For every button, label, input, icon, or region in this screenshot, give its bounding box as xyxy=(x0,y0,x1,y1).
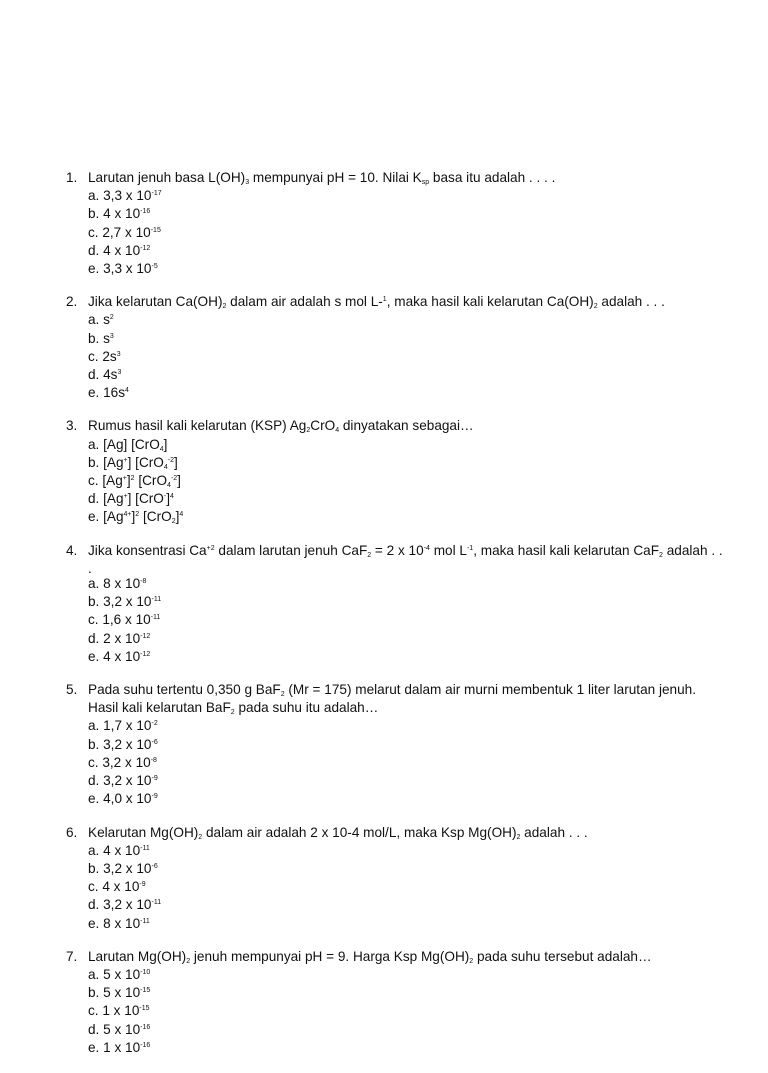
option-superscript: -8 xyxy=(150,756,157,764)
option-text: ] xyxy=(163,436,168,452)
stem-text: mol L xyxy=(429,542,467,558)
option-text: d. 2 x 10 xyxy=(88,630,141,646)
question-number: 1. xyxy=(66,170,78,185)
option-text: e. 16s xyxy=(88,385,126,401)
question-number: 3. xyxy=(66,418,78,434)
option-superscript: -10 xyxy=(140,968,151,976)
option-text: a. s xyxy=(88,312,110,328)
stem-subscript: 4 xyxy=(335,427,340,435)
option-superscript: -12 xyxy=(140,650,151,658)
answer-option xyxy=(88,1003,726,1021)
stem-superscript: -4 xyxy=(423,544,430,552)
answer-option xyxy=(88,612,726,630)
option-superscript: -2 xyxy=(151,720,158,728)
option-subscript: 2 xyxy=(171,518,176,526)
option-superscript: -11 xyxy=(151,596,162,604)
stem-text: adalah . . . xyxy=(88,542,723,576)
stem-subscript: 2 xyxy=(593,303,598,311)
question-stem xyxy=(88,170,726,188)
option-superscript: -15 xyxy=(150,226,161,234)
question-body xyxy=(88,949,726,1058)
stem-text: dinyatakan sebagai… xyxy=(339,418,474,434)
answer-option xyxy=(88,755,726,773)
option-superscript: 3 xyxy=(116,350,121,358)
option-superscript: -9 xyxy=(151,793,158,801)
answer-option xyxy=(88,491,726,509)
question-item xyxy=(66,294,726,403)
stem-text: CrO xyxy=(310,418,336,434)
answer-option xyxy=(88,1022,726,1040)
stem-subscript: sp xyxy=(421,179,430,186)
stem-text: adalah . . . xyxy=(597,294,665,310)
answer-option xyxy=(88,737,726,755)
option-text: b. 4 x 10 xyxy=(88,206,141,222)
question-item xyxy=(66,543,726,667)
stem-subscript: 2 xyxy=(659,551,663,559)
answer-option xyxy=(88,473,726,491)
stem-subscript: 2 xyxy=(367,551,372,559)
answer-option xyxy=(88,331,726,349)
option-text: ] [CrO xyxy=(127,454,164,470)
stem-text: Jika konsentrasi Ca xyxy=(88,542,207,558)
stem-text: , maka hasil kali kelarutan CaF xyxy=(473,542,660,558)
question-stem xyxy=(88,418,726,436)
stem-subscript: 2 xyxy=(469,957,474,965)
question-body xyxy=(88,170,726,279)
answer-option xyxy=(88,225,726,243)
option-superscript: -2 xyxy=(170,475,178,483)
option-superscript: + xyxy=(123,456,128,464)
question-number: 6. xyxy=(66,824,78,840)
answer-option xyxy=(88,509,726,527)
option-superscript: -15 xyxy=(139,1005,150,1013)
option-text: a. 8 x 10 xyxy=(88,576,141,592)
option-superscript: -11 xyxy=(140,844,150,852)
option-text: b. 3,2 x 10 xyxy=(88,860,152,876)
option-text: b. 5 x 10 xyxy=(88,985,141,1001)
answer-option xyxy=(88,243,726,261)
option-text: e. 3,3 x 10 xyxy=(88,261,152,277)
option-superscript: -17 xyxy=(151,190,162,198)
option-superscript: 3 xyxy=(117,369,122,377)
stem-subscript: 2 xyxy=(516,833,521,841)
option-superscript: + xyxy=(123,493,128,501)
question-body xyxy=(88,294,726,403)
option-text: b. 3,2 x 10 xyxy=(88,736,152,752)
option-superscript: -9 xyxy=(151,775,158,783)
question-body xyxy=(88,825,726,934)
option-text: a. [Ag] [CrO xyxy=(88,436,160,452)
question-stem xyxy=(88,949,726,967)
stem-text: Larutan jenuh basa L(OH) xyxy=(88,170,246,185)
stem-text: pada suhu tersebut adalah… xyxy=(473,948,652,964)
answer-option xyxy=(88,649,726,667)
stem-text: dalam air adalah s mol L- xyxy=(226,294,383,310)
option-text: c. 3,2 x 10 xyxy=(88,754,151,770)
stem-subscript: 2 xyxy=(306,427,311,435)
question-item xyxy=(66,418,726,527)
option-superscript: 4+ xyxy=(123,511,132,519)
question-number: 2. xyxy=(66,294,78,310)
option-text: ] xyxy=(126,473,131,489)
option-superscript: -5 xyxy=(151,263,158,271)
stem-subscript: 2 xyxy=(186,957,191,965)
stem-text: Larutan Mg(OH) xyxy=(88,948,187,964)
stem-text: (Mr = 175) melarut dalam air murni membentuk 1 liter larutan jenuh. Hasil kali kelarutan BaF xyxy=(88,682,697,716)
option-superscript: -8 xyxy=(140,578,147,586)
option-text: d. 3,2 x 10 xyxy=(88,897,152,913)
option-superscript: -16 xyxy=(140,1023,151,1031)
answer-option xyxy=(88,897,726,915)
option-superscript: 4 xyxy=(179,511,184,519)
question-stem xyxy=(88,825,726,843)
answer-option xyxy=(88,206,726,224)
question-number: 7. xyxy=(66,948,78,964)
answer-option xyxy=(88,261,726,279)
option-text: d. 4s xyxy=(88,367,118,383)
option-text: e. 1 x 10 xyxy=(88,1039,141,1055)
option-text: [CrO xyxy=(134,473,168,489)
option-text: d. 5 x 10 xyxy=(88,1021,141,1037)
question-item xyxy=(66,949,726,1058)
question-item xyxy=(66,170,726,279)
option-text: [CrO xyxy=(139,509,172,525)
option-superscript: + xyxy=(122,475,127,483)
option-text: a. 1,7 x 10 xyxy=(88,718,152,734)
option-text: c. 2,7 x 10 xyxy=(88,224,151,240)
option-superscript: -11 xyxy=(150,614,161,622)
option-superscript: -12 xyxy=(140,244,151,252)
question-body xyxy=(88,543,726,667)
stem-text: Rumus hasil kali kelarutan (KSP) Ag xyxy=(88,418,307,434)
answer-option xyxy=(88,631,726,649)
option-text: c. 1 x 10 xyxy=(88,1003,140,1019)
option-superscript: 2 xyxy=(135,511,140,519)
answer-option xyxy=(88,967,726,985)
option-superscript: -11 xyxy=(140,917,150,925)
stem-text: jenuh mempunyai pH = 9. Harga Ksp Mg(OH) xyxy=(190,948,470,964)
stem-text: dalam air adalah 2 x 10-4 mol/L, maka Ksp Mg(OH) xyxy=(202,824,517,840)
stem-subscript: 2 xyxy=(280,691,285,699)
stem-text: = 2 x 10 xyxy=(371,542,424,558)
option-text: b. s xyxy=(88,330,110,346)
question-item xyxy=(66,825,726,934)
option-subscript: 4 xyxy=(163,463,168,471)
stem-superscript: -1 xyxy=(466,544,474,552)
answer-option xyxy=(88,455,726,473)
option-superscript: -11 xyxy=(151,899,162,907)
stem-text: , maka hasil kali kelarutan Ca(OH) xyxy=(386,294,594,310)
stem-text: Jika kelarutan Ca(OH) xyxy=(88,294,223,310)
answer-option xyxy=(88,576,726,594)
option-text: ] xyxy=(166,491,170,507)
question-stem xyxy=(88,294,726,312)
option-superscript: -2 xyxy=(167,456,175,464)
question-item xyxy=(66,682,726,809)
option-text: e. 4,0 x 10 xyxy=(88,791,152,807)
answer-option xyxy=(88,916,726,934)
question-number: 4. xyxy=(66,542,78,558)
option-subscript: 4 xyxy=(167,482,171,490)
option-superscript: -9 xyxy=(139,881,146,889)
option-text: ] xyxy=(131,509,136,525)
answer-option xyxy=(88,791,726,809)
option-text: ] xyxy=(174,454,178,470)
option-text: a. 4 x 10 xyxy=(88,842,141,858)
stem-subscript: 2 xyxy=(222,303,227,311)
option-superscript: 2 xyxy=(130,475,135,483)
stem-subscript: 2 xyxy=(198,833,203,841)
option-text: ] xyxy=(177,473,181,489)
stem-text: adalah . . . xyxy=(520,824,588,840)
stem-superscript: 1 xyxy=(382,296,387,304)
stem-text: dalam larutan jenuh CaF xyxy=(214,542,368,558)
option-superscript: 4 xyxy=(125,387,129,395)
option-text: e. [Ag xyxy=(88,509,124,525)
option-superscript: -16 xyxy=(140,1041,151,1049)
answer-option xyxy=(88,879,726,897)
option-text: c. [Ag xyxy=(88,473,123,489)
answer-option xyxy=(88,437,726,455)
option-text: ] [CrO xyxy=(127,491,164,507)
option-text: a. 5 x 10 xyxy=(88,966,141,982)
option-superscript: -16 xyxy=(140,208,151,216)
option-text: e. 8 x 10 xyxy=(88,915,141,931)
option-superscript: -15 xyxy=(140,987,151,995)
option-text: c. 1,6 x 10 xyxy=(88,612,151,628)
stem-text: Kelarutan Mg(OH) xyxy=(88,824,199,840)
answer-option xyxy=(88,985,726,1003)
question-list xyxy=(66,170,726,1073)
option-text: d. 4 x 10 xyxy=(88,242,141,258)
stem-superscript: +2 xyxy=(206,544,215,552)
option-text: c. 4 x 10 xyxy=(88,879,140,895)
question-stem xyxy=(88,543,726,576)
stem-text: pada suhu itu adalah… xyxy=(234,700,379,716)
answer-option xyxy=(88,385,726,403)
answer-option xyxy=(88,1040,726,1058)
question-number: 5. xyxy=(66,682,78,698)
option-text: a. 3,3 x 10 xyxy=(88,188,152,204)
answer-option xyxy=(88,861,726,879)
answer-option xyxy=(88,188,726,206)
option-text: d. [Ag xyxy=(88,491,124,507)
question-stem xyxy=(88,682,726,718)
answer-option xyxy=(88,843,726,861)
option-superscript: -6 xyxy=(151,738,158,746)
question-body xyxy=(88,682,726,809)
stem-subscript: 2 xyxy=(230,709,235,717)
question-body xyxy=(88,418,726,527)
answer-option xyxy=(88,312,726,330)
stem-text: basa itu adalah . . . . xyxy=(429,170,556,185)
option-text: b. [Ag xyxy=(88,454,124,470)
answer-option xyxy=(88,773,726,791)
option-subscript: 4 xyxy=(159,445,164,453)
option-superscript: - xyxy=(163,493,167,501)
answer-option xyxy=(88,349,726,367)
option-superscript: 2 xyxy=(109,314,114,322)
answer-option xyxy=(88,718,726,736)
option-superscript: -6 xyxy=(151,862,158,870)
option-text: ] xyxy=(175,509,180,525)
option-superscript: 3 xyxy=(109,332,114,340)
option-text: c. 2s xyxy=(88,348,117,364)
stem-text: Pada suhu tertentu 0,350 g BaF xyxy=(88,682,281,698)
option-text: b. 3,2 x 10 xyxy=(88,594,152,610)
answer-option xyxy=(88,594,726,612)
option-text: d. 3,2 x 10 xyxy=(88,773,152,789)
stem-text: mempunyai pH = 10. Nilai K xyxy=(249,170,422,185)
option-text: e. 4 x 10 xyxy=(88,648,141,664)
answer-option xyxy=(88,367,726,385)
stem-subscript: 3 xyxy=(245,179,250,186)
option-superscript: 4 xyxy=(170,493,174,501)
option-superscript: -12 xyxy=(140,632,151,640)
